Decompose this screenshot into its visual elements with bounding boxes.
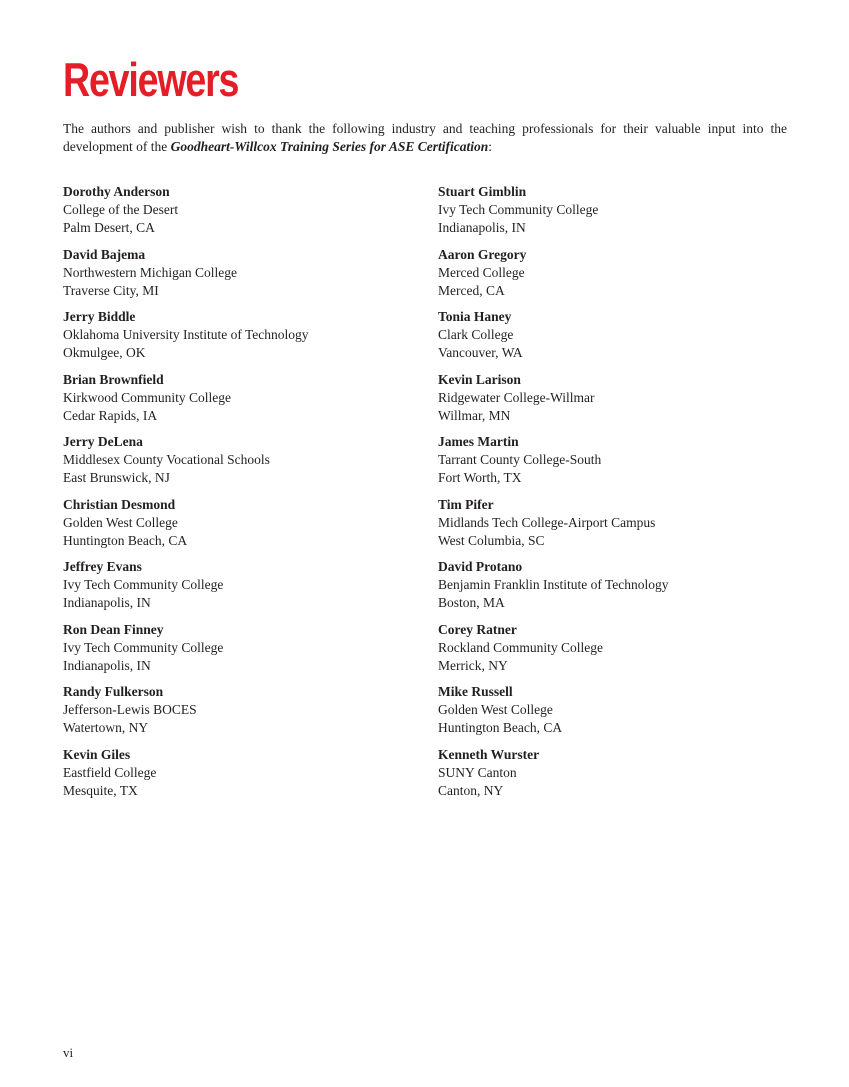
reviewer-location: Boston, MA xyxy=(438,595,505,610)
reviewer-location: Indianapolis, IN xyxy=(63,595,151,610)
reviewer-institution: Northwestern Michigan College xyxy=(63,264,237,280)
reviewer-location: Merced, CA xyxy=(438,282,505,298)
reviewer-institution: Golden West College xyxy=(438,702,553,717)
intro-paragraph xyxy=(63,120,787,156)
reviewer-institution: Ivy Tech Community College xyxy=(63,639,224,655)
reviewer-name: Jerry Biddle xyxy=(63,309,136,324)
reviewer-institution: College of the Desert xyxy=(63,202,179,217)
reviewer-entry xyxy=(438,558,787,612)
reviewer-location: West Columbia, SC xyxy=(438,532,545,548)
reviewer-location: Okmulgee, OK xyxy=(63,345,146,360)
reviewer-name: Ron Dean Finney xyxy=(63,621,164,637)
reviewer-location: Canton, NY xyxy=(438,782,504,798)
reviewer-entry xyxy=(63,246,438,300)
reviewer-location: Watertown, NY xyxy=(63,720,149,735)
reviewer-column-right xyxy=(438,183,787,808)
reviewer-institution: Tarrant County College-South xyxy=(438,452,602,467)
reviewer-location: Traverse City, MI xyxy=(63,282,159,298)
reviewer-entry xyxy=(438,433,787,487)
reviewer-entry xyxy=(438,683,787,737)
page-content xyxy=(63,0,787,808)
page-number: vi xyxy=(63,1045,74,1060)
reviewer-name: Jerry DeLena xyxy=(63,434,143,449)
reviewer-institution: Rockland Community College xyxy=(438,639,603,655)
reviewer-name: Tonia Haney xyxy=(438,309,512,324)
reviewer-entry xyxy=(63,308,438,362)
page-title: Reviewers xyxy=(63,53,239,106)
reviewer-entry xyxy=(438,746,787,800)
reviewer-name: David Bajema xyxy=(63,246,146,262)
reviewer-institution: Kirkwood Community College xyxy=(63,389,231,405)
reviewer-entry xyxy=(63,683,438,737)
reviewer-location: Fort Worth, TX xyxy=(438,470,522,485)
reviewer-location: East Brunswick, NJ xyxy=(63,470,170,485)
reviewer-name: Randy Fulkerson xyxy=(63,684,164,699)
reviewer-name: Mike Russell xyxy=(438,684,513,699)
reviewer-institution: Benjamin Franklin Institute of Technology xyxy=(438,577,669,592)
reviewer-name: Kevin Larison xyxy=(438,371,521,387)
reviewer-name: James Martin xyxy=(438,434,519,449)
reviewer-name: David Protano xyxy=(438,559,523,574)
reviewer-location: Huntington Beach, CA xyxy=(63,532,188,548)
reviewer-name: Jeffrey Evans xyxy=(63,559,142,574)
reviewer-location: Huntington Beach, CA xyxy=(438,720,563,735)
reviewer-location: Merrick, NY xyxy=(438,657,508,673)
reviewer-location: Willmar, MN xyxy=(438,407,511,423)
reviewer-location: Vancouver, WA xyxy=(438,345,523,360)
reviewer-name: Tim Pifer xyxy=(438,496,494,512)
reviewer-entry xyxy=(438,308,787,362)
reviewer-entry xyxy=(438,246,787,300)
intro-text-after: : xyxy=(488,139,493,154)
reviewer-entry xyxy=(63,183,438,237)
reviewer-entry xyxy=(63,433,438,487)
reviewer-location: Indianapolis, IN xyxy=(63,657,151,673)
reviewer-entry xyxy=(63,371,438,425)
reviewer-name: Stuart Gimblin xyxy=(438,184,527,199)
reviewer-location: Indianapolis, IN xyxy=(438,220,526,235)
intro-text-before: The authors and publisher wish to thank the following industry and teaching professionals for their valuable input into the development of the xyxy=(63,121,787,154)
reviewer-institution: Eastfield College xyxy=(63,764,157,780)
reviewer-institution: Golden West College xyxy=(63,514,178,530)
reviewer-name: Christian Desmond xyxy=(63,496,176,512)
reviewer-institution: Ivy Tech Community College xyxy=(438,202,599,217)
reviewer-entry xyxy=(63,746,438,800)
series-title: Goodheart-Willcox Training Series for ASE Certification xyxy=(170,139,489,154)
reviewer-entry xyxy=(63,496,438,550)
reviewer-name: Kevin Giles xyxy=(63,746,131,762)
reviewer-name: Kenneth Wurster xyxy=(438,746,540,762)
reviewer-name: Corey Ratner xyxy=(438,621,517,637)
reviewer-location: Mesquite, TX xyxy=(63,782,138,798)
reviewer-location: Palm Desert, CA xyxy=(63,220,155,235)
reviewer-institution: Jefferson-Lewis BOCES xyxy=(63,702,197,717)
reviewer-institution: Midlands Tech College-Airport Campus xyxy=(438,514,656,530)
reviewer-institution: SUNY Canton xyxy=(438,764,517,780)
reviewer-entry xyxy=(63,621,438,675)
reviewer-entry xyxy=(438,371,787,425)
reviewer-institution: Ivy Tech Community College xyxy=(63,577,224,592)
reviewer-institution: Ridgewater College-Willmar xyxy=(438,389,595,405)
reviewer-name: Brian Brownfield xyxy=(63,371,164,387)
reviewer-column-left xyxy=(63,183,438,808)
reviewer-columns xyxy=(63,183,787,808)
reviewer-institution: Clark College xyxy=(438,327,514,342)
reviewer-location: Cedar Rapids, IA xyxy=(63,407,158,423)
reviewer-name: Aaron Gregory xyxy=(438,246,527,262)
reviewer-entry xyxy=(438,496,787,550)
reviewer-institution: Merced College xyxy=(438,264,525,280)
reviewer-institution: Oklahoma University Institute of Technology xyxy=(63,327,309,342)
reviewer-entry xyxy=(438,621,787,675)
reviewer-entry xyxy=(438,183,787,237)
reviewer-institution: Middlesex County Vocational Schools xyxy=(63,452,270,467)
reviewer-name: Dorothy Anderson xyxy=(63,184,170,199)
reviewer-entry xyxy=(63,558,438,612)
